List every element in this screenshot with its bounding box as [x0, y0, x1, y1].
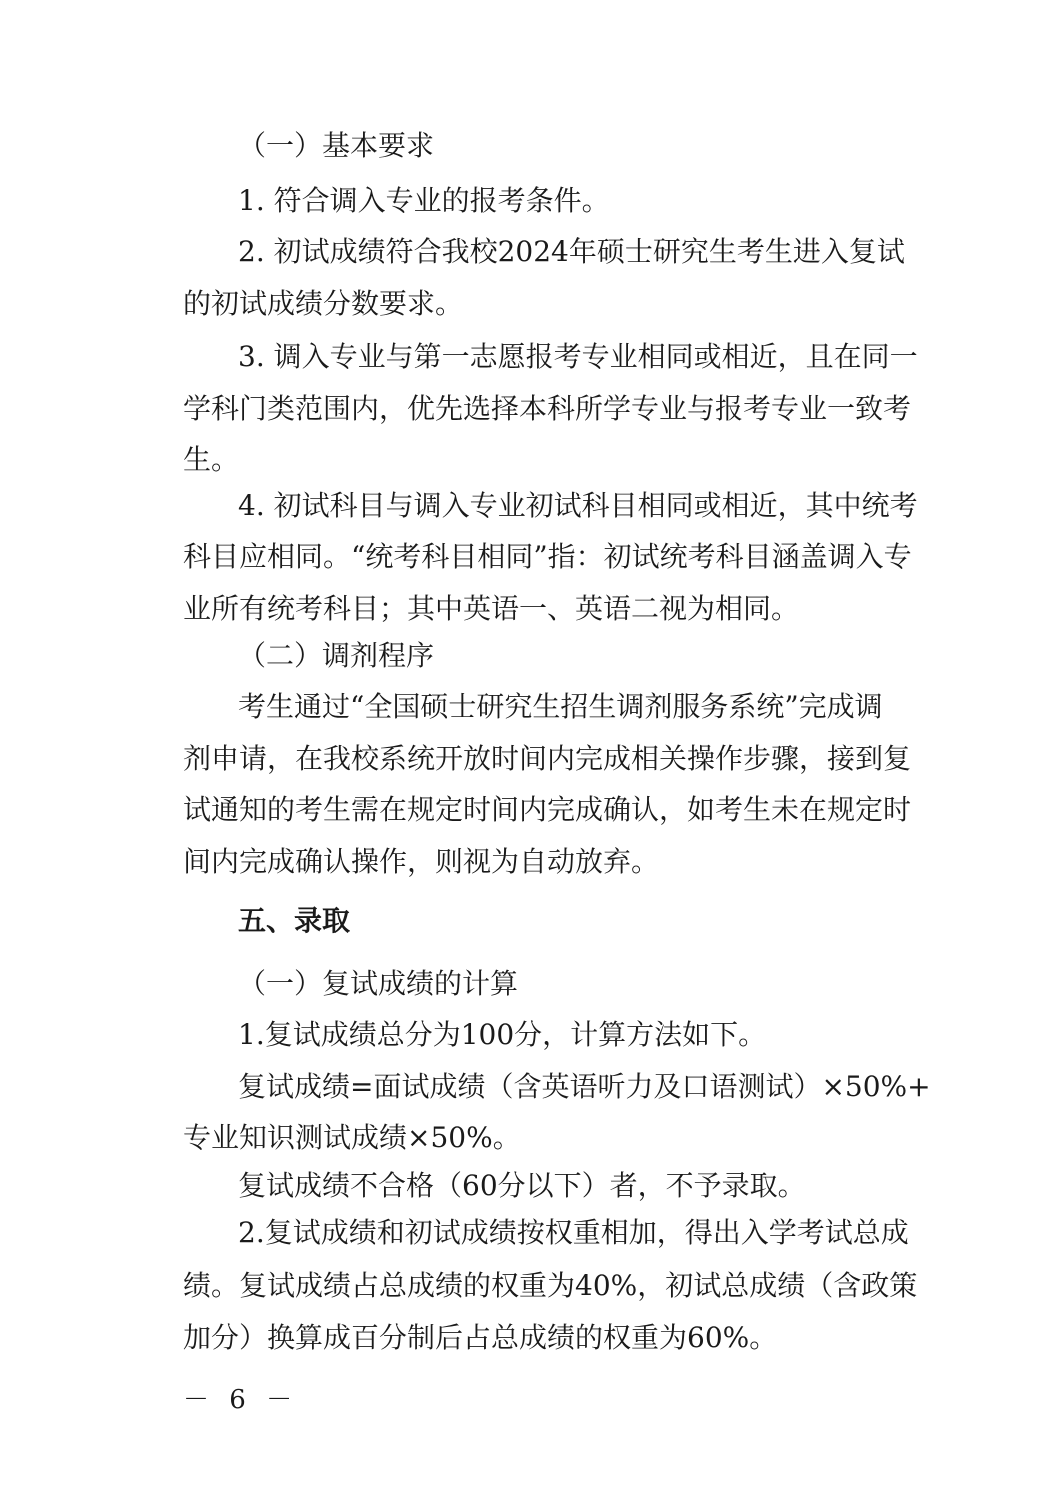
paragraph-line: 2. 初试成绩符合我校2024年硕士研究生考生进入复试	[238, 235, 905, 268]
paragraph-line: 间内完成确认操作，则视为自动放弃。	[183, 845, 660, 878]
formula-line: 复试成绩=面试成绩（含英语听力及口语测试）×50%+	[238, 1070, 931, 1103]
section-heading-admission: 五、录取	[238, 904, 351, 937]
paragraph-line: 剂申请，在我校系统开放时间内完成相关操作步骤，接到复	[183, 742, 912, 775]
subheading-basic-requirements: （一）基本要求	[238, 129, 435, 162]
subheading-score-calculation: （一）复试成绩的计算	[238, 967, 519, 1000]
paragraph-line: 3. 调入专业与第一志愿报考专业相同或相近，且在同一	[238, 340, 918, 373]
page-number: － 6 －	[183, 1385, 299, 1415]
paragraph-line: 生。	[183, 443, 240, 476]
paragraph-line: 2.复试成绩和初试成绩按权重相加，得出入学考试总成	[238, 1216, 909, 1249]
formula-line: 专业知识测试成绩×50%。	[183, 1121, 521, 1154]
subheading-adjustment-procedure: （二）调剂程序	[238, 639, 435, 672]
paragraph-line: 4. 初试科目与调入专业初试科目相同或相近，其中统考	[238, 489, 918, 522]
paragraph-line: 1.复试成绩总分为100分，计算方法如下。	[238, 1018, 767, 1051]
paragraph-line: 科目应相同。“统考科目相同”指：初试统考科目涵盖调入专	[183, 540, 912, 573]
paragraph-line: 加分）换算成百分制后占总成绩的权重为60%。	[183, 1321, 778, 1354]
paragraph-line: 业所有统考科目；其中英语一、英语二视为相同。	[183, 592, 800, 625]
paragraph-line: 绩。复试成绩占总成绩的权重为40%，初试总成绩（含政策	[183, 1269, 918, 1302]
paragraph-line: 的初试成绩分数要求。	[183, 287, 464, 320]
paragraph-line: 复试成绩不合格（60分以下）者，不予录取。	[238, 1169, 806, 1202]
paragraph-line: 1. 符合调入专业的报考条件。	[238, 184, 610, 217]
paragraph-line: 考生通过“全国硕士研究生招生调剂服务系统”完成调	[238, 690, 883, 723]
paragraph-line: 学科门类范围内，优先选择本科所学专业与报考专业一致考	[183, 392, 912, 425]
paragraph-line: 试通知的考生需在规定时间内完成确认，如考生未在规定时	[183, 793, 912, 826]
